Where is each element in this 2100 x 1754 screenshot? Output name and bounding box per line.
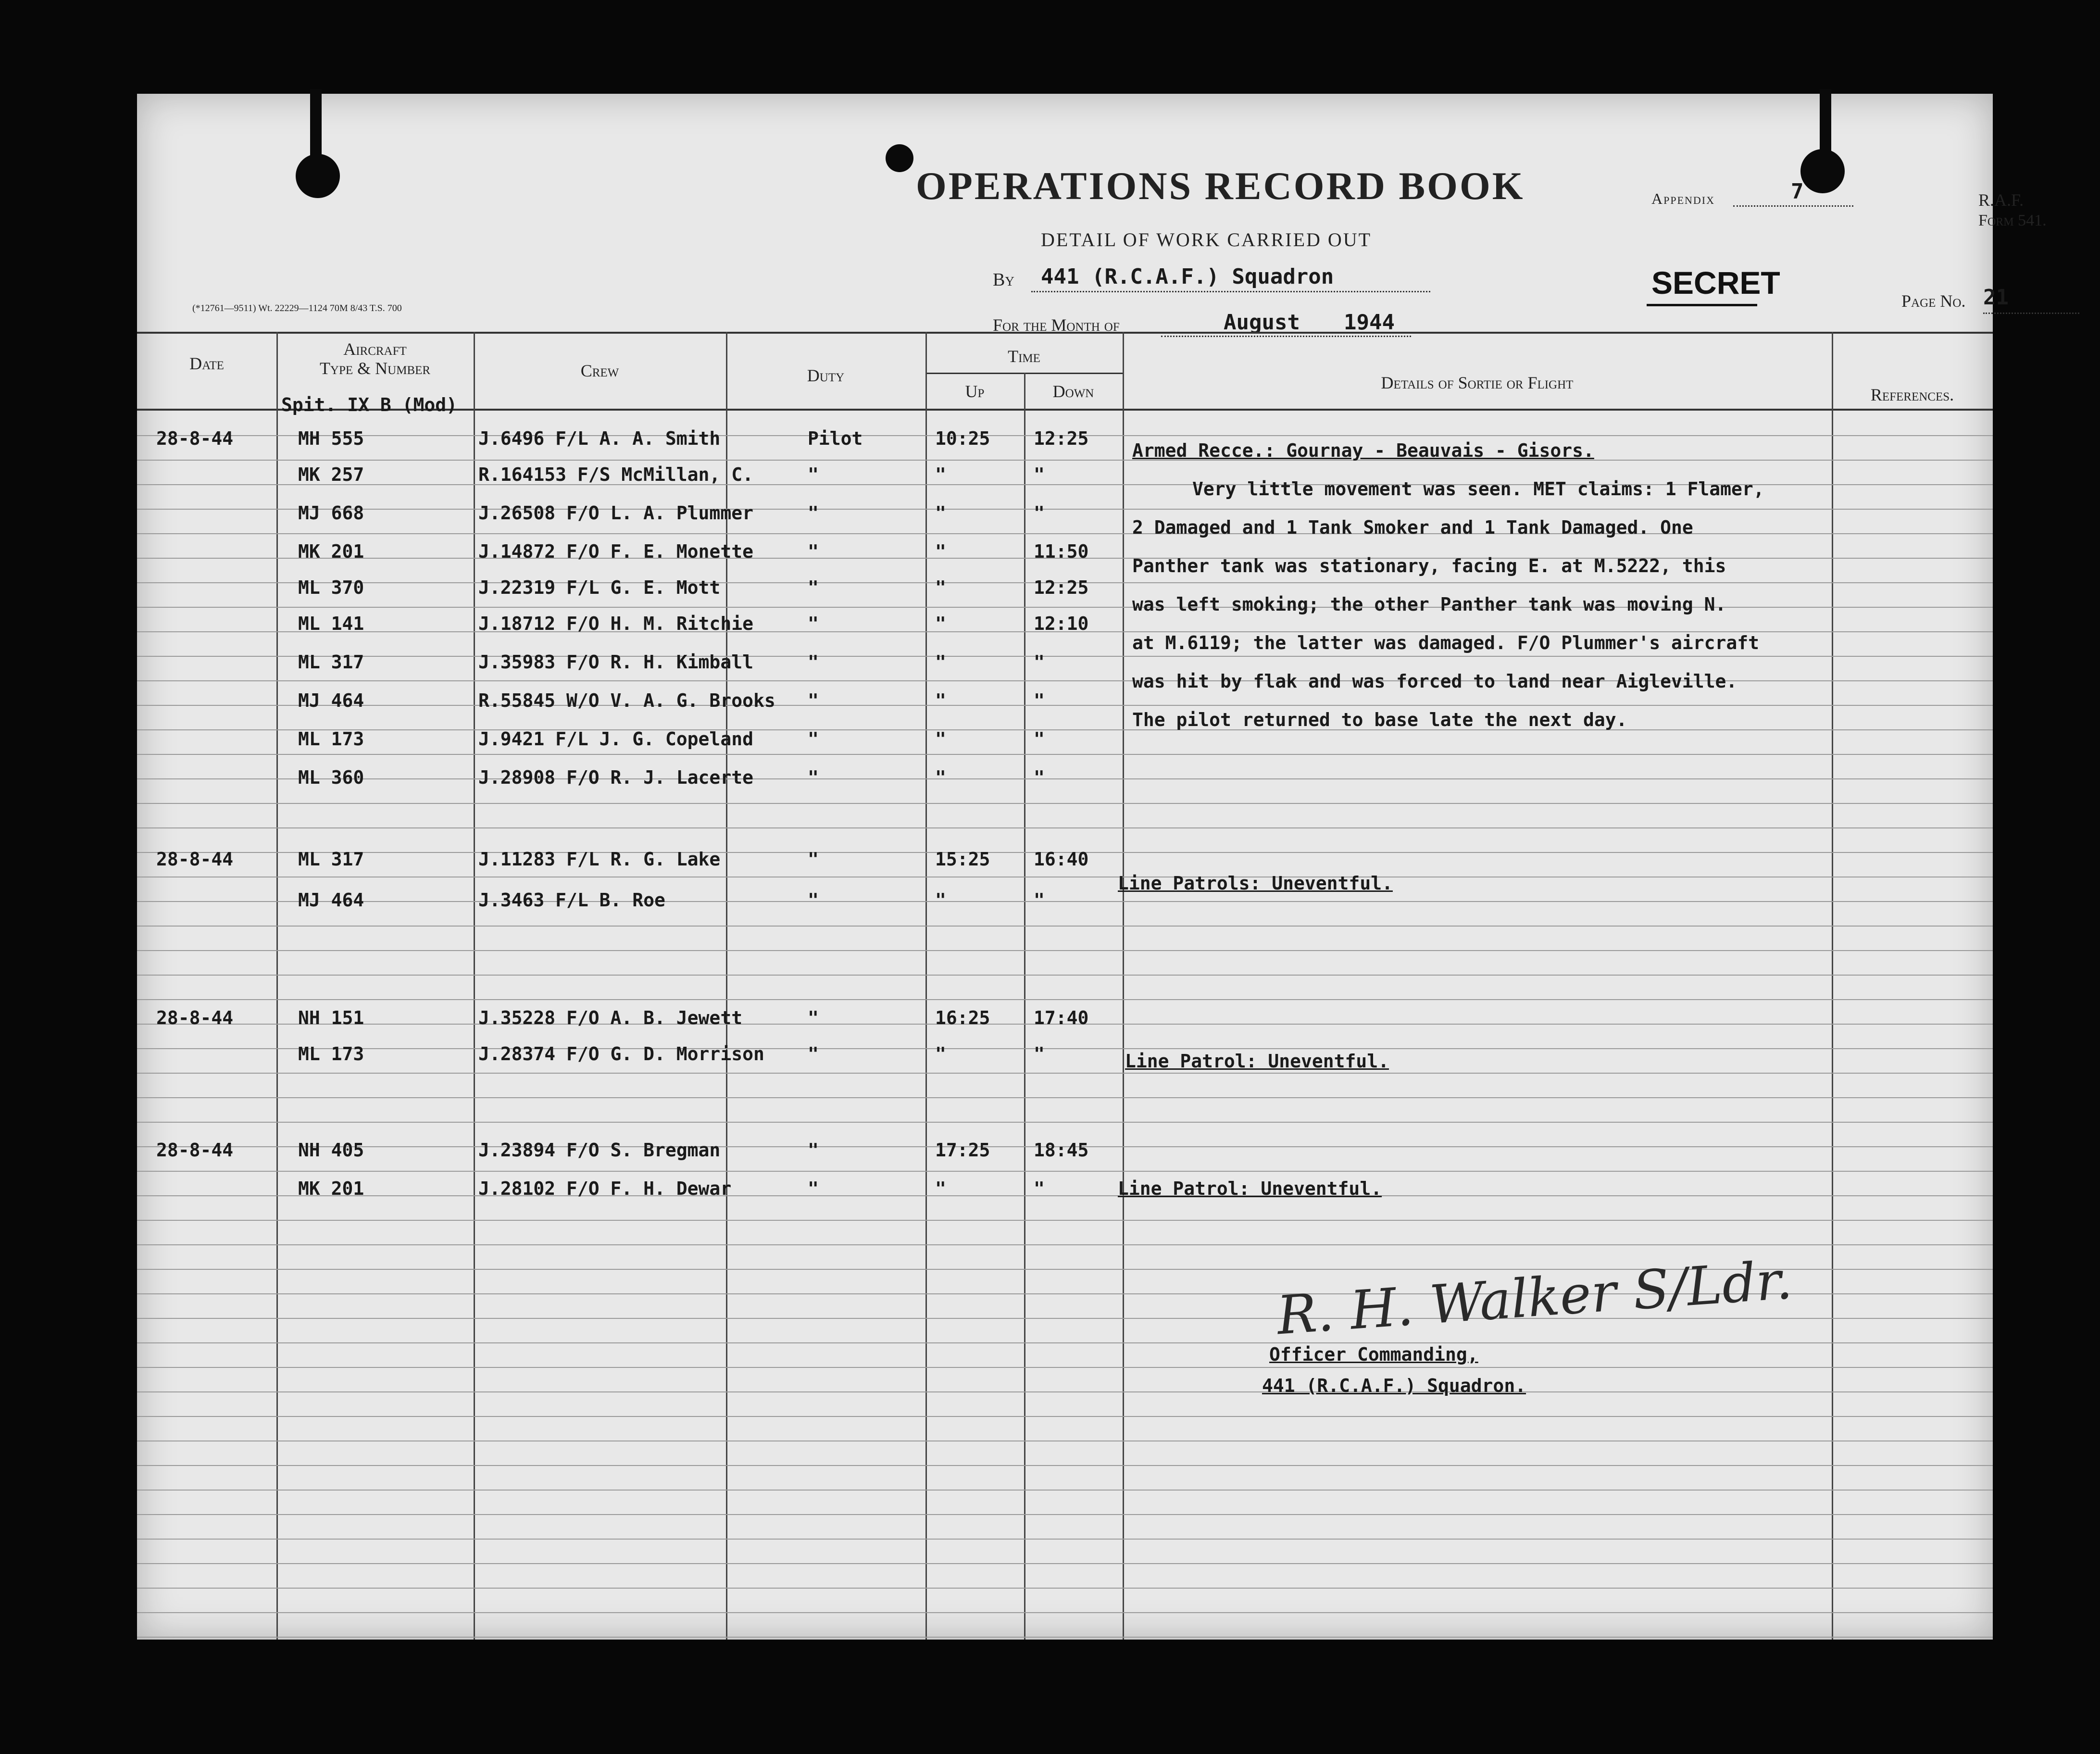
- duty-cell: ": [808, 890, 819, 911]
- details-line: Armed Recce.: Gournay - Beauvais - Gisors.: [1132, 440, 1594, 461]
- ruled-line: [137, 1342, 1993, 1343]
- ruled-line: [137, 533, 1993, 534]
- details-line: Line Patrols: Uneventful.: [1118, 873, 1393, 894]
- down-time-cell: ": [1034, 651, 1045, 673]
- ruled-line: [137, 1171, 1993, 1172]
- binder-hole: [886, 144, 913, 172]
- column-divider: [1123, 332, 1124, 1640]
- page-dotted-line: [1983, 313, 2079, 314]
- column-divider: [1024, 373, 1025, 1640]
- column-header-date: Date: [189, 354, 224, 373]
- crew-cell: J.22319 F/L G. E. Mott: [478, 577, 721, 598]
- ruled-line: [137, 1416, 1993, 1417]
- ruled-line: [137, 729, 1993, 730]
- down-time-cell: ": [1034, 464, 1045, 485]
- date-cell: 28-8-44: [156, 428, 234, 449]
- ruled-line: [137, 901, 1993, 902]
- down-time-cell: ": [1034, 690, 1045, 711]
- ruled-line: [137, 1563, 1993, 1564]
- date-cell: 28-8-44: [156, 1140, 234, 1161]
- ruled-line: [137, 1220, 1993, 1221]
- ruled-line: [137, 1122, 1993, 1123]
- ruled-line: [137, 1367, 1993, 1368]
- details-line: was left smoking; the other Panther tank was moving N.: [1132, 594, 1726, 615]
- ruled-line: [137, 1073, 1993, 1074]
- ruled-line: [137, 1637, 1993, 1638]
- duty-cell: ": [808, 651, 819, 673]
- crew-cell: J.3463 F/L B. Roe: [478, 890, 665, 911]
- duty-cell: ": [808, 728, 819, 750]
- up-time-cell: ": [935, 613, 946, 634]
- details-line: was hit by flak and was forced to land near Aigleville.: [1132, 671, 1738, 692]
- ruled-line: [137, 509, 1993, 510]
- crew-cell: J.35228 F/O A. B. Jewett: [478, 1007, 743, 1028]
- aircraft-type: Spit. IX B (Mod): [281, 394, 458, 415]
- crew-cell: J.11283 F/L R. G. Lake: [478, 849, 721, 870]
- by-label: By: [993, 270, 1014, 290]
- column-divider: [726, 332, 727, 1640]
- aircraft-cell: MK 201: [298, 1178, 364, 1199]
- form-number: Form 541.: [1978, 212, 2047, 229]
- month-dotted-line: [1161, 336, 1411, 337]
- ruled-line: [137, 803, 1993, 804]
- duty-cell: ": [808, 767, 819, 788]
- down-time-cell: ": [1034, 767, 1045, 788]
- up-time-cell: ": [935, 577, 946, 598]
- column-header-down: Down: [1052, 382, 1094, 401]
- details-line: Panther tank was stationary, facing E. at M.5222, this: [1132, 555, 1726, 576]
- ruled-line: [137, 1588, 1993, 1589]
- ruled-line: [137, 460, 1993, 461]
- duty-cell: ": [808, 464, 819, 485]
- ruled-line: [137, 926, 1993, 927]
- duty-cell: ": [808, 1140, 819, 1161]
- page-subtitle: DETAIL OF WORK CARRIED OUT: [1041, 229, 1372, 251]
- aircraft-cell: MK 257: [298, 464, 364, 485]
- down-time-cell: ": [1034, 1043, 1045, 1065]
- column-header-duty: Duty: [807, 366, 845, 385]
- duty-cell: ": [808, 849, 819, 870]
- ruled-line: [137, 950, 1993, 951]
- down-time-cell: 12:25: [1034, 428, 1089, 449]
- up-time-cell: ": [935, 1043, 946, 1065]
- aircraft-cell: ML 173: [298, 1043, 364, 1065]
- duty-cell: ": [808, 1007, 819, 1028]
- down-time-cell: ": [1034, 502, 1045, 524]
- up-time-cell: 16:25: [935, 1007, 990, 1028]
- up-time-cell: ": [935, 890, 946, 911]
- details-line: The pilot returned to base late the next day.: [1132, 709, 1627, 730]
- crew-cell: J.35983 F/O R. H. Kimball: [478, 651, 753, 673]
- aircraft-cell: NH 405: [298, 1140, 364, 1161]
- ruled-line: [137, 1244, 1993, 1245]
- duty-cell: Pilot: [808, 428, 863, 449]
- crew-cell: J.26508 F/O L. A. Plummer: [478, 502, 753, 524]
- appendix-value: 7: [1791, 179, 1804, 204]
- page-number-label: Page No.: [1901, 291, 1966, 311]
- column-header-crew: Crew: [580, 361, 619, 380]
- up-time-cell: 15:25: [935, 849, 990, 870]
- down-time-cell: ": [1034, 890, 1045, 911]
- ruled-line: [137, 656, 1993, 657]
- aircraft-cell: MK 201: [298, 541, 364, 562]
- column-header-references: References.: [1870, 385, 1954, 404]
- year-value: 1944: [1344, 310, 1395, 335]
- ruled-line: [137, 1465, 1993, 1466]
- page-title: OPERATIONS RECORD BOOK: [916, 164, 1525, 208]
- print-reference: (*12761—9511) Wt. 22229—1124 70M 8/43 T.S. 700: [192, 303, 402, 313]
- details-line: Very little movement was seen. MET claims: 1 Flamer,: [1192, 478, 1764, 500]
- appendix-label: Appendix: [1651, 190, 1715, 207]
- down-time-cell: 12:10: [1034, 613, 1089, 634]
- secret-underline: [1647, 304, 1757, 306]
- down-time-cell: 12:25: [1034, 577, 1089, 598]
- up-time-cell: ": [935, 502, 946, 524]
- aircraft-cell: ML 173: [298, 728, 364, 750]
- by-dotted-line: [1031, 291, 1430, 292]
- down-time-cell: ": [1034, 728, 1045, 750]
- ruled-line: [137, 1195, 1993, 1196]
- ruled-line: [137, 1318, 1993, 1319]
- month-label: For the Month of: [993, 315, 1120, 335]
- crew-cell: J.9421 F/L J. G. Copeland: [478, 728, 753, 750]
- down-time-cell: 18:45: [1034, 1140, 1089, 1161]
- column-header-aircraft-sub: Type & Number: [319, 359, 431, 378]
- crew-cell: J.28374 F/O G. D. Morrison: [478, 1043, 764, 1065]
- duty-cell: ": [808, 1178, 819, 1199]
- ruled-line: [137, 778, 1993, 779]
- date-cell: 28-8-44: [156, 1007, 234, 1028]
- binder-hole: [296, 154, 340, 198]
- details-line: at M.6119; the latter was damaged. F/O Plummer's aircraft: [1132, 632, 1760, 653]
- crew-cell: J.28102 F/O F. H. Dewar: [478, 1178, 732, 1199]
- up-time-cell: ": [935, 767, 946, 788]
- details-line: 2 Damaged and 1 Tank Smoker and 1 Tank Damaged. One: [1132, 517, 1693, 538]
- column-header-up: Up: [965, 382, 985, 401]
- binder-hole: [1800, 149, 1845, 193]
- aircraft-cell: ML 317: [298, 849, 364, 870]
- page-number-value: 21: [1983, 285, 2009, 310]
- up-time-cell: 17:25: [935, 1140, 990, 1161]
- crew-cell: J.23894 F/O S. Bregman: [478, 1140, 721, 1161]
- ruled-line: [137, 1490, 1993, 1491]
- table-header-top-rule: [137, 332, 1993, 334]
- column-divider: [1832, 332, 1833, 1640]
- up-time-cell: ": [935, 541, 946, 562]
- ruled-line: [137, 1097, 1993, 1098]
- up-time-cell: ": [935, 1178, 946, 1199]
- crew-cell: J.6496 F/L A. A. Smith: [478, 428, 721, 449]
- ruled-line: [137, 1514, 1993, 1515]
- appendix-dotted-line: [1733, 205, 1853, 207]
- up-time-cell: 10:25: [935, 428, 990, 449]
- binder-hole-stem: [310, 89, 322, 161]
- down-time-cell: 16:40: [1034, 849, 1089, 870]
- duty-cell: ": [808, 541, 819, 562]
- signature-title: Officer Commanding,: [1269, 1344, 1478, 1365]
- raf-label: R.A.F.: [1978, 190, 2024, 210]
- signature-unit: 441 (R.C.A.F.) Squadron.: [1262, 1375, 1526, 1396]
- column-header-aircraft: Aircraft: [343, 339, 407, 359]
- ruled-line: [137, 1539, 1993, 1540]
- up-time-cell: ": [935, 651, 946, 673]
- down-time-cell: 11:50: [1034, 541, 1089, 562]
- ruled-line: [137, 705, 1993, 706]
- crew-cell: R.164153 F/S McMillan, C.: [478, 464, 753, 485]
- crew-cell: R.55845 W/O V. A. G. Brooks: [478, 690, 775, 711]
- aircraft-cell: MJ 464: [298, 690, 364, 711]
- aircraft-cell: ML 360: [298, 767, 364, 788]
- crew-cell: J.14872 F/O F. E. Monette: [478, 541, 753, 562]
- commanding-officer-signature: R. H. Walker S/Ldr.: [1275, 1249, 1794, 1347]
- down-time-cell: 17:40: [1034, 1007, 1089, 1028]
- aircraft-cell: MJ 668: [298, 502, 364, 524]
- squadron-value: 441 (R.C.A.F.) Squadron: [1041, 264, 1334, 289]
- aircraft-cell: ML 141: [298, 613, 364, 634]
- details-line: Line Patrol: Uneventful.: [1125, 1051, 1389, 1072]
- crew-cell: J.28908 F/O R. J. Lacerte: [478, 767, 753, 788]
- aircraft-cell: MJ 464: [298, 890, 364, 911]
- ruled-line: [137, 1048, 1993, 1049]
- ruled-line: [137, 975, 1993, 976]
- ruled-line: [137, 754, 1993, 755]
- ruled-line: [137, 827, 1993, 828]
- column-divider: [474, 332, 475, 1640]
- duty-cell: ": [808, 613, 819, 634]
- column-header-time: Time: [1008, 347, 1040, 366]
- crew-cell: J.18712 F/O H. M. Ritchie: [478, 613, 753, 634]
- month-value: August: [1224, 310, 1300, 335]
- record-sheet: [137, 94, 2047, 1640]
- up-time-cell: ": [935, 464, 946, 485]
- date-cell: 28-8-44: [156, 849, 234, 870]
- column-divider: [276, 332, 278, 1640]
- ruled-line: [137, 1391, 1993, 1392]
- duty-cell: ": [808, 502, 819, 524]
- up-time-cell: ": [935, 690, 946, 711]
- up-time-cell: ": [935, 728, 946, 750]
- secret-stamp: SECRET: [1651, 265, 1780, 301]
- duty-cell: ": [808, 690, 819, 711]
- aircraft-cell: MH 555: [298, 428, 364, 449]
- aircraft-cell: NH 151: [298, 1007, 364, 1028]
- duty-cell: ": [808, 577, 819, 598]
- down-time-cell: ": [1034, 1178, 1045, 1199]
- aircraft-cell: ML 317: [298, 651, 364, 673]
- column-divider: [925, 332, 927, 1640]
- column-header-details: Details of Sortie or Flight: [1381, 373, 1574, 392]
- details-line: Line Patrol: Uneventful.: [1118, 1178, 1382, 1199]
- duty-cell: ": [808, 1043, 819, 1065]
- aircraft-cell: ML 370: [298, 577, 364, 598]
- ruled-line: [137, 999, 1993, 1000]
- ruled-line: [137, 1612, 1993, 1613]
